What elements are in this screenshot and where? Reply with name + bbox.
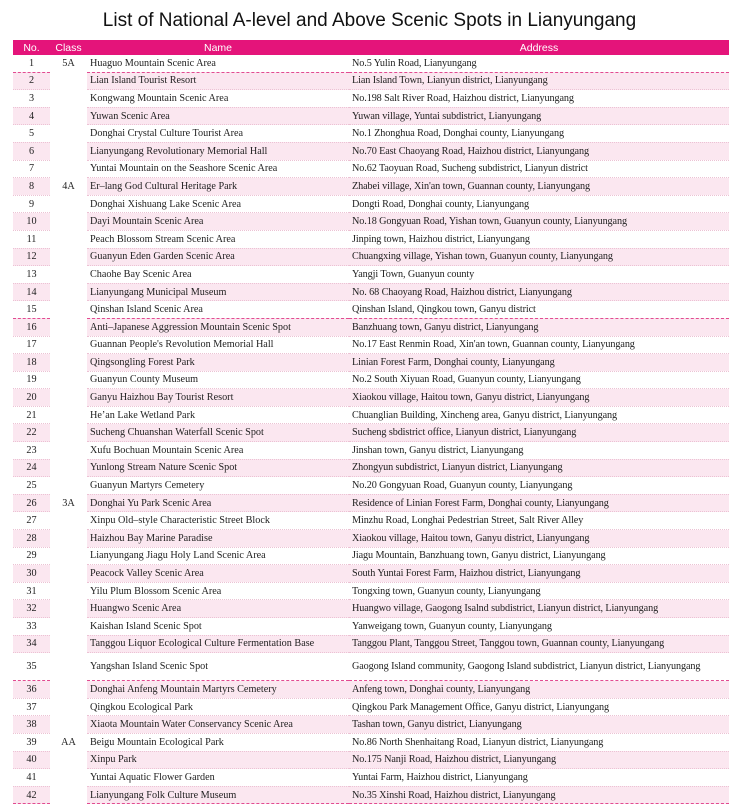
- class-cell: [50, 698, 87, 716]
- class-cell: 3A: [50, 494, 87, 512]
- row-number: 29: [13, 547, 50, 565]
- spot-name: Haizhou Bay Marine Paradise: [87, 530, 349, 548]
- spot-name: Peach Blossom Stream Scenic Area: [87, 230, 349, 248]
- row-number: 25: [13, 477, 50, 495]
- spot-name: Lianyungang Municipal Museum: [87, 283, 349, 301]
- spot-name: Qinshan Island Scenic Area: [87, 301, 349, 319]
- column-header-no: No.: [13, 40, 50, 55]
- spot-name: Xufu Bochuan Mountain Scenic Area: [87, 442, 349, 460]
- table-row: [13, 283, 729, 301]
- class-cell: [50, 600, 87, 618]
- spot-name: Yilu Plum Blossom Scenic Area: [87, 582, 349, 600]
- table-row: [13, 160, 729, 178]
- class-cell: [50, 230, 87, 248]
- row-number: 15: [13, 301, 50, 319]
- spot-name: Donghai Xishuang Lake Scenic Area: [87, 195, 349, 213]
- spot-name: Sucheng Chuanshan Waterfall Scenic Spot: [87, 424, 349, 442]
- column-header-name: Name: [87, 40, 349, 55]
- spot-name: Lianyungang Revolutionary Memorial Hall: [87, 142, 349, 160]
- table-row: [13, 107, 729, 125]
- class-cell: [50, 142, 87, 160]
- table-row: [13, 142, 729, 160]
- spot-address: Chuangxing village, Yishan town, Guanyun county, Lianyungang: [349, 248, 729, 266]
- spot-address: Tashan town, Ganyu district, Lianyungang: [349, 716, 729, 734]
- spot-address: Minzhu Road, Longhai Pedestrian Street, Salt River Alley: [349, 512, 729, 530]
- table-row: [13, 72, 729, 90]
- spot-address: Residence of Linian Forest Farm, Donghai county, Lianyungang: [349, 494, 729, 512]
- class-cell: [50, 107, 87, 125]
- table-row: [13, 477, 729, 495]
- row-number: 26: [13, 494, 50, 512]
- column-header-address: Address: [349, 40, 729, 55]
- class-cell: [50, 442, 87, 460]
- spot-name: He’an Lake Wetland Park: [87, 406, 349, 424]
- spot-name: Xiaota Mountain Water Conservancy Scenic Area: [87, 716, 349, 734]
- spot-name: Guanyun County Museum: [87, 371, 349, 389]
- spot-address: Sucheng sbdistrict office, Lianyun district, Lianyungang: [349, 424, 729, 442]
- spot-name: Guanyun Eden Garden Scenic Area: [87, 248, 349, 266]
- spot-address: Lian Island Town, Lianyun district, Lianyungang: [349, 72, 729, 90]
- spot-address: No.198 Salt River Road, Haizhou district, Lianyungang: [349, 90, 729, 108]
- row-number: 41: [13, 769, 50, 787]
- row-number: 22: [13, 424, 50, 442]
- row-number: 21: [13, 406, 50, 424]
- table-row: [13, 178, 729, 196]
- class-cell: AA: [50, 733, 87, 751]
- spot-address: Qinshan Island, Qingkou town, Ganyu district: [349, 301, 729, 319]
- class-cell: [50, 716, 87, 734]
- table-row: [13, 424, 729, 442]
- table-row: [13, 751, 729, 769]
- spot-name: Donghai Crystal Culture Tourist Area: [87, 125, 349, 143]
- spot-name: Yuwan Scenic Area: [87, 107, 349, 125]
- class-cell: [50, 125, 87, 143]
- column-header-class: Class: [50, 40, 87, 55]
- spot-name: Qingkou Ecological Park: [87, 698, 349, 716]
- class-cell: [50, 424, 87, 442]
- class-cell: [50, 336, 87, 354]
- table-row: [13, 248, 729, 266]
- class-cell: [50, 751, 87, 769]
- table-header-row: [13, 40, 729, 55]
- table-row: [13, 213, 729, 231]
- class-cell: [50, 477, 87, 495]
- spot-address: Banzhuang town, Ganyu district, Lianyungang: [349, 318, 729, 336]
- spot-address: No.5 Yulin Road, Lianyungang: [349, 55, 729, 72]
- table-row: [13, 635, 729, 653]
- row-number: 12: [13, 248, 50, 266]
- spot-name: Chaohe Bay Scenic Area: [87, 266, 349, 284]
- spot-name: Anti–Japanese Aggression Mountain Scenic Spot: [87, 318, 349, 336]
- spot-address: South Yuntai Forest Farm, Haizhou district, Lianyungang: [349, 565, 729, 583]
- table-row: [13, 653, 729, 681]
- class-cell: [50, 459, 87, 477]
- spot-name: Yuntai Aquatic Flower Garden: [87, 769, 349, 787]
- class-cell: [50, 248, 87, 266]
- spot-name: Lianyungang Jiagu Holy Land Scenic Area: [87, 547, 349, 565]
- row-number: 42: [13, 786, 50, 804]
- row-number: 32: [13, 600, 50, 618]
- spot-name: Xinpu Old–style Characteristic Street Block: [87, 512, 349, 530]
- table-row: [13, 681, 729, 699]
- spot-address: Yuwan village, Yuntai subdistrict, Lianyungang: [349, 107, 729, 125]
- table-body: [13, 55, 729, 804]
- class-cell: [50, 786, 87, 804]
- class-cell: 4A: [50, 178, 87, 196]
- row-number: 10: [13, 213, 50, 231]
- class-cell: [50, 160, 87, 178]
- spot-address: No.35 Xinshi Road, Haizhou district, Lianyungang: [349, 786, 729, 804]
- spot-address: Zhongyun subdistrict, Lianyun district, Lianyungang: [349, 459, 729, 477]
- spot-name: Donghai Yu Park Scenic Area: [87, 494, 349, 512]
- row-number: 17: [13, 336, 50, 354]
- spot-address: Xiaokou village, Haitou town, Ganyu district, Lianyungang: [349, 530, 729, 548]
- row-number: 39: [13, 733, 50, 751]
- spot-name: Qingsongling Forest Park: [87, 354, 349, 372]
- class-cell: [50, 283, 87, 301]
- spot-name: Yunlong Stream Nature Scenic Spot: [87, 459, 349, 477]
- row-number: 11: [13, 230, 50, 248]
- spot-name: Yuntai Mountain on the Seashore Scenic Area: [87, 160, 349, 178]
- class-cell: [50, 512, 87, 530]
- scenic-spots-table: [13, 40, 729, 804]
- table-row: [13, 318, 729, 336]
- spot-address: No.1 Zhonghua Road, Donghai county, Lianyungang: [349, 125, 729, 143]
- table-row: [13, 442, 729, 460]
- row-number: 9: [13, 195, 50, 213]
- spot-address: Jinshan town, Ganyu district, Lianyungang: [349, 442, 729, 460]
- class-cell: [50, 530, 87, 548]
- class-cell: [50, 195, 87, 213]
- row-number: 23: [13, 442, 50, 460]
- table-row: [13, 530, 729, 548]
- table-row: [13, 266, 729, 284]
- spot-address: No.175 Nanji Road, Haizhou district, Lianyungang: [349, 751, 729, 769]
- table-row: [13, 733, 729, 751]
- spot-address: Qingkou Park Management Office, Ganyu district, Lianyungang: [349, 698, 729, 716]
- row-number: 34: [13, 635, 50, 653]
- row-number: 30: [13, 565, 50, 583]
- spot-address: Tongxing town, Guanyun county, Lianyungang: [349, 582, 729, 600]
- class-cell: [50, 213, 87, 231]
- table-row: [13, 195, 729, 213]
- table-row: [13, 125, 729, 143]
- spot-address: Yuntai Farm, Haizhou district, Lianyungang: [349, 769, 729, 787]
- row-number: 13: [13, 266, 50, 284]
- row-number: 33: [13, 618, 50, 636]
- spot-name: Huangwo Scenic Area: [87, 600, 349, 618]
- spot-name: Guanyun Martyrs Cemetery: [87, 477, 349, 495]
- class-cell: [50, 653, 87, 681]
- class-cell: [50, 389, 87, 407]
- row-number: 5: [13, 125, 50, 143]
- spot-address: No.17 East Renmin Road, Xin'an town, Guannan county, Lianyungang: [349, 336, 729, 354]
- row-number: 18: [13, 354, 50, 372]
- row-number: 14: [13, 283, 50, 301]
- class-cell: [50, 681, 87, 699]
- table-row: [13, 336, 729, 354]
- spot-address: Anfeng town, Donghai county, Lianyungang: [349, 681, 729, 699]
- table-row: [13, 565, 729, 583]
- row-number: 6: [13, 142, 50, 160]
- row-number: 16: [13, 318, 50, 336]
- table-row: [13, 600, 729, 618]
- row-number: 31: [13, 582, 50, 600]
- spot-address: No.70 East Chaoyang Road, Haizhou district, Lianyungang: [349, 142, 729, 160]
- spot-address: Huangwo village, Gaogong Isalnd subdistrict, Lianyun district, Lianyungang: [349, 600, 729, 618]
- spot-name: Lian Island Tourist Resort: [87, 72, 349, 90]
- spot-name: Er–lang God Cultural Heritage Park: [87, 178, 349, 196]
- table-row: [13, 371, 729, 389]
- spot-address: No.18 Gongyuan Road, Yishan town, Guanyun county, Lianyungang: [349, 213, 729, 231]
- table-row: [13, 547, 729, 565]
- table-row: [13, 698, 729, 716]
- spot-address: Chuanglian Building, Xincheng area, Ganyu district, Lianyungang: [349, 406, 729, 424]
- spot-name: Guannan People's Revolution Memorial Hall: [87, 336, 349, 354]
- table-row: [13, 90, 729, 108]
- class-cell: [50, 371, 87, 389]
- class-cell: [50, 547, 87, 565]
- spot-address: Jinping town, Haizhou district, Lianyungang: [349, 230, 729, 248]
- spot-address: No. 68 Chaoyang Road, Haizhou district, Lianyungang: [349, 283, 729, 301]
- row-number: 8: [13, 178, 50, 196]
- spot-address: Zhabei village, Xin'an town, Guannan county, Lianyungang: [349, 178, 729, 196]
- table-row: [13, 494, 729, 512]
- table-row: [13, 354, 729, 372]
- table-row: [13, 512, 729, 530]
- row-number: 3: [13, 90, 50, 108]
- table-row: [13, 406, 729, 424]
- table-row: [13, 582, 729, 600]
- spot-address: Dongti Road, Donghai county, Lianyungang: [349, 195, 729, 213]
- spot-name: Xinpu Park: [87, 751, 349, 769]
- table-row: [13, 459, 729, 477]
- row-number: 1: [13, 55, 50, 72]
- spot-address: Gaogong Island community, Gaogong Island subdistrict, Lianyun district, Lianyungang: [349, 653, 729, 681]
- page-title: List of National A-level and Above Scenic Spots in Lianyungang: [102, 10, 637, 31]
- row-number: 7: [13, 160, 50, 178]
- row-number: 35: [13, 653, 50, 681]
- spot-name: Yangshan Island Scenic Spot: [87, 653, 349, 681]
- row-number: 28: [13, 530, 50, 548]
- spot-address: Yangji Town, Guanyun county: [349, 266, 729, 284]
- table-row: [13, 618, 729, 636]
- class-cell: [50, 354, 87, 372]
- table-row: [13, 55, 729, 72]
- spot-address: Jiagu Mountain, Banzhuang town, Ganyu district, Lianyungang: [349, 547, 729, 565]
- spot-address: No.2 South Xiyuan Road, Guanyun county, Lianyungang: [349, 371, 729, 389]
- spot-address: Yanweigang town, Guanyun county, Lianyungang: [349, 618, 729, 636]
- spot-address: Xiaokou village, Haitou town, Ganyu district, Lianyungang: [349, 389, 729, 407]
- class-cell: [50, 72, 87, 90]
- spot-address: Linian Forest Farm, Donghai county, Lianyungang: [349, 354, 729, 372]
- row-number: 40: [13, 751, 50, 769]
- row-number: 27: [13, 512, 50, 530]
- spot-address: No.62 Taoyuan Road, Sucheng subdistrict, Lianyun district: [349, 160, 729, 178]
- table-row: [13, 301, 729, 319]
- class-cell: [50, 301, 87, 319]
- class-cell: [50, 565, 87, 583]
- row-number: 24: [13, 459, 50, 477]
- class-cell: [50, 90, 87, 108]
- spot-name: Kaishan Island Scenic Spot: [87, 618, 349, 636]
- class-cell: 5A: [50, 55, 87, 72]
- spot-name: Huaguo Mountain Scenic Area: [87, 55, 349, 72]
- class-cell: [50, 582, 87, 600]
- row-number: 19: [13, 371, 50, 389]
- table-row: [13, 716, 729, 734]
- spot-name: Dayi Mountain Scenic Area: [87, 213, 349, 231]
- row-number: 4: [13, 107, 50, 125]
- row-number: 37: [13, 698, 50, 716]
- spot-name: Ganyu Haizhou Bay Tourist Resort: [87, 389, 349, 407]
- spot-name: Kongwang Mountain Scenic Area: [87, 90, 349, 108]
- row-number: 20: [13, 389, 50, 407]
- table-row: [13, 786, 729, 804]
- spot-name: Lianyungang Folk Culture Museum: [87, 786, 349, 804]
- spot-name: Peacock Valley Scenic Area: [87, 565, 349, 583]
- class-cell: [50, 635, 87, 653]
- class-cell: [50, 318, 87, 336]
- spot-address: Tanggou Plant, Tanggou Street, Tanggou town, Guannan county, Lianyungang: [349, 635, 729, 653]
- spot-name: Donghai Anfeng Mountain Martyrs Cemetery: [87, 681, 349, 699]
- class-cell: [50, 406, 87, 424]
- table-row: [13, 389, 729, 407]
- row-number: 2: [13, 72, 50, 90]
- spot-address: No.20 Gongyuan Road, Guanyun county, Lianyungang: [349, 477, 729, 495]
- spot-name: Beigu Mountain Ecological Park: [87, 733, 349, 751]
- class-cell: [50, 266, 87, 284]
- row-number: 36: [13, 681, 50, 699]
- spot-address: No.86 North Shenhaitang Road, Lianyun district, Lianyungang: [349, 733, 729, 751]
- table-row: [13, 230, 729, 248]
- row-number: 38: [13, 716, 50, 734]
- spot-name: Tanggou Liquor Ecological Culture Fermentation Base: [87, 635, 349, 653]
- class-cell: [50, 618, 87, 636]
